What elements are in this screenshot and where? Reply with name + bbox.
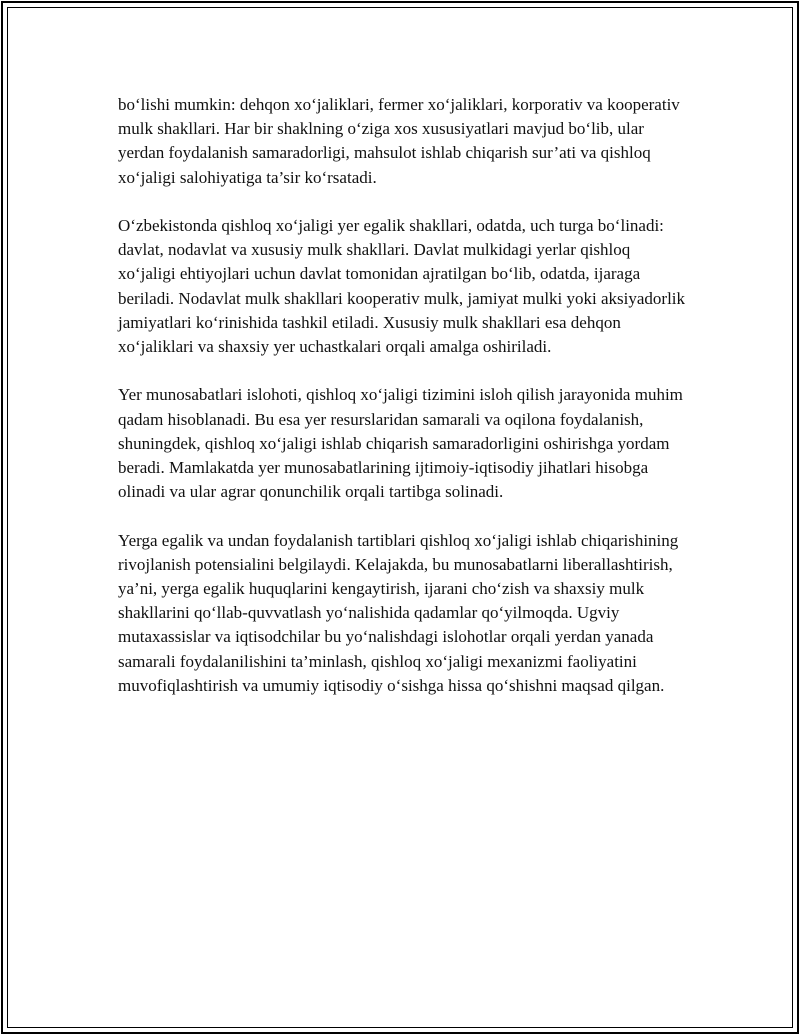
paragraph-4: Yerga egalik va undan foydalanish tartiblari qishloq xo‘jaligi ishlab chiqarishining rivojlanish potensialini belgilaydi. Kelajakda, bu munosabatlarni liberallashtirish, ya’ni, yerga egalik huquqlarini kengaytirish, ijarani cho‘zish va shaxsiy mulk shakllarini qo‘llab-quvvatlash yo‘nalishida qadamlar qo‘yilmoqda. Ugviy mutaxassislar va iqtisodchilar bu yo‘nalishdagi islohotlar orqali yerdan yanada samarali foydalanilishini ta’minlash, qishloq xo‘jaligi mexanizmi faoliyatini muvofiqlashtirish va umumiy iqtisodiy o‘sishga hissa qo‘shishni maqsad qilgan. — [118, 530, 679, 695]
paragraph-2: O‘zbekistonda qishloq xo‘jaligi yer egalik shakllari, odatda, uch turga bo‘linadi: davlat, nodavlat va xususiy mulk shakllari. Davlat mulkidagi yerlar qishloq xo‘jaligi ehtiyojlari uchun davlat tomonidan ajratilgan bo‘lib, odatda, ijaraga beriladi. Nodavlat mulk shakllari kooperativ mulk, jamiyat mulki yoki aksiyadorlik jamiyatlari ko‘rinishida tashkil etiladi. Xususiy mulk shakllari esa dehqon xo‘jaliklari va shaxsiy yer uchastkalari orqali amalga oshiriladi. — [118, 216, 686, 357]
document-body — [118, 93, 688, 722]
paragraph-1: bo‘lishi mumkin: dehqon xo‘jaliklari, fermer xo‘jaliklari, korporativ va kooperativ mulk shakllari. Har bir shaklning o‘ziga xos xususiyatlari mavjud bo‘lib, ular yerdan foydalanish samaradorligi, mahsulot ishlab chiqarish sur’ati va qishloq xo‘jaligi salohiyatiga ta’sir ko‘rsatadi. — [118, 95, 680, 187]
paragraph-3: Yer munosabatlari islohoti, qishloq xo‘jaligi tizimini isloh qilish jarayonida muhim qadam hisoblanadi. Bu esa yer resurslaridan samarali va oqilona foydalanish, shuningdek, qishloq xo‘jaligi ishlab chiqarish samaradorligini oshirishga yordam beradi. Mamlakatda yer munosabatlarining ijtimoiy-iqtisodiy jihatlari hisobga olinadi va ular agrar qonunchilik orqali tartibga solinadi. — [118, 385, 683, 502]
